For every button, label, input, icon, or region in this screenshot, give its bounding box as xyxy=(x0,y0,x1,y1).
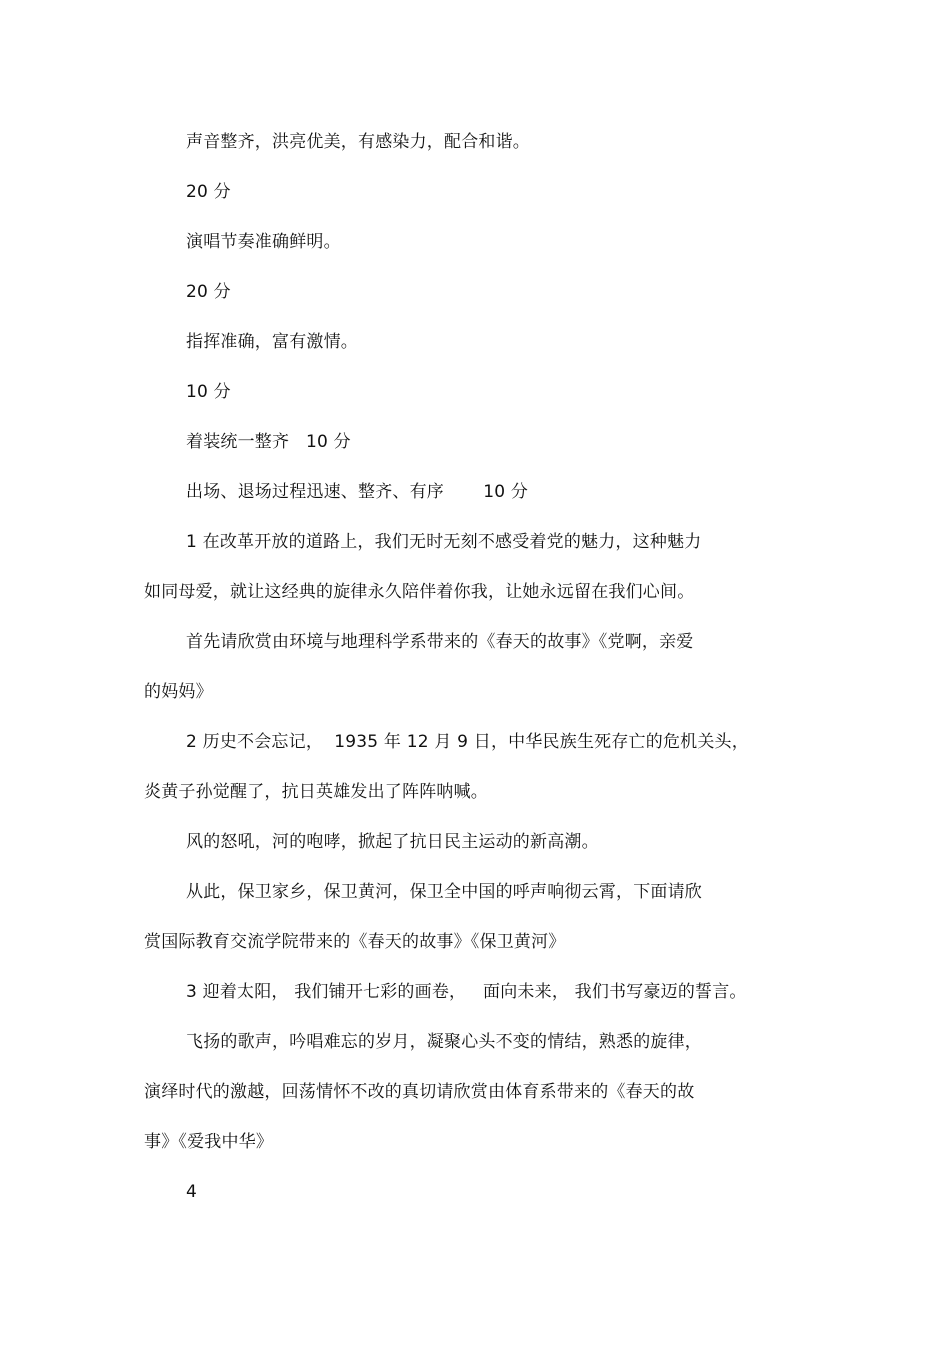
paragraph-1-line-1: 1 在改革开放的道路上，我们无时无刻不感受着党的魅力，这种魅力 xyxy=(186,532,702,552)
paragraph-3b-line-2: 演绎时代的激越，回荡情怀不改的真切请欣赏由体育系带来的《春天的故 xyxy=(144,1082,695,1102)
paragraph-2c-line-1: 从此，保卫家乡，保卫黄河，保卫全中国的呼声响彻云霄，下面请欣 xyxy=(186,882,702,902)
criterion-conducting: 指挥准确，富有激情。 xyxy=(186,332,358,352)
paragraph-2b: 风的怒吼，河的咆哮，掀起了抗日民主运动的新高潮。 xyxy=(186,832,599,852)
paragraph-4-number: 4 xyxy=(186,1182,198,1202)
paragraph-1-line-2: 如同母爱，就让这经典的旋律永久陪伴着你我，让她永远留在我们心间。 xyxy=(144,582,695,602)
criterion-rhythm: 演唱节奏准确鲜明。 xyxy=(186,232,341,252)
paragraph-2-line-2: 炎黄子孙觉醒了，抗日英雄发出了阵阵呐喊。 xyxy=(144,782,488,802)
score-rhythm: 20 分 xyxy=(186,282,231,302)
paragraph-2c-line-2: 赏国际教育交流学院带来的《春天的故事》《保卫黄河》 xyxy=(144,932,566,952)
criterion-attire: 着装统一整齐 10 分 xyxy=(186,432,351,452)
criterion-entrance: 出场、退场过程迅速、整齐、有序 10 分 xyxy=(186,482,529,502)
paragraph-3-line-1: 3 迎着太阳， 我们铺开七彩的画卷， 面向未来， 我们书写豪迈的誓言。 xyxy=(186,982,747,1002)
criterion-sound: 声音整齐，洪亮优美，有感染力，配合和谐。 xyxy=(186,132,530,152)
paragraph-2-line-1: 2 历史不会忘记， 1935 年 12 月 9 日，中华民族生死存亡的危机关头， xyxy=(186,732,749,752)
paragraph-3b-line-3: 事》《爱我中华》 xyxy=(144,1132,274,1152)
paragraph-3b-line-1: 飞扬的歌声，吟唱难忘的岁月，凝聚心头不变的情结，熟悉的旋律， xyxy=(186,1032,702,1052)
paragraph-1b-line-1: 首先请欣赏由环境与地理科学系带来的《春天的故事》《党啊，亲爱 xyxy=(186,632,694,652)
paragraph-1b-line-2: 的妈妈》 xyxy=(144,682,213,702)
score-conducting: 10 分 xyxy=(186,382,231,402)
score-sound: 20 分 xyxy=(186,182,231,202)
